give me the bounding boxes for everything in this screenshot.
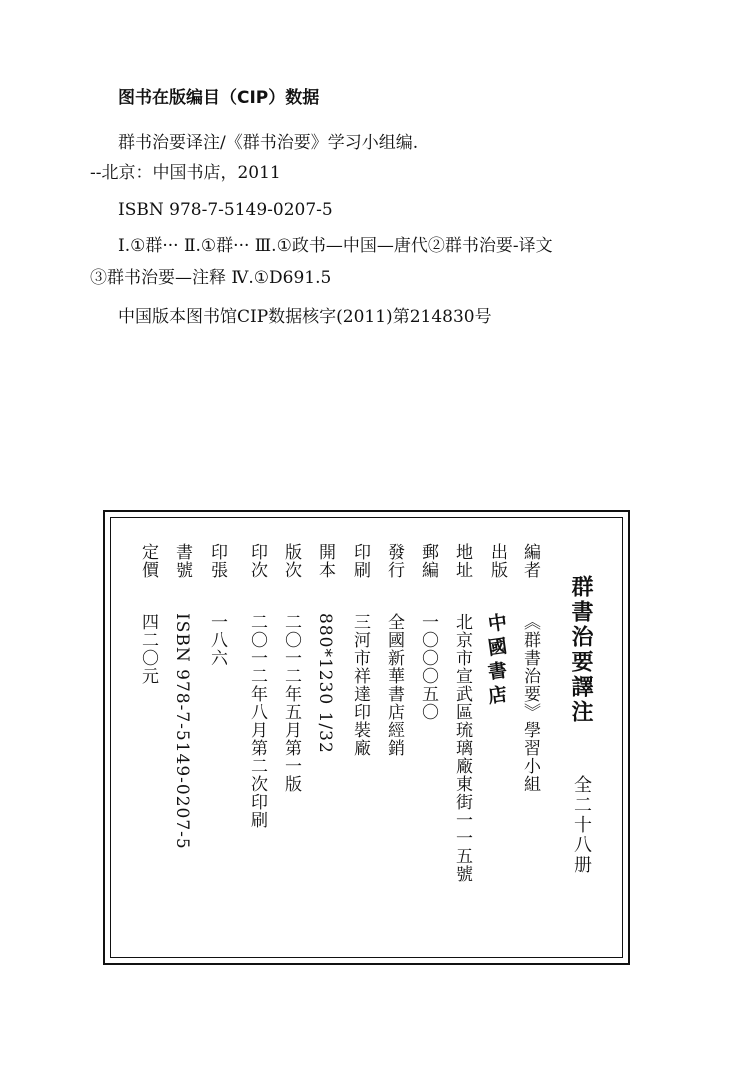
volume-count: 全二十八册 xyxy=(571,775,592,875)
postcode-value: 一〇〇〇五〇 xyxy=(418,613,438,721)
cip-line-subjects: Ⅰ.①群··· Ⅱ.①群··· Ⅲ.①政书—中国—唐代②群书治要-译文 xyxy=(118,236,553,256)
price-column xyxy=(138,543,158,685)
isbn-column xyxy=(172,543,192,850)
address-value: 北京市宣武區琉璃廠東街一一五號 xyxy=(452,613,472,883)
cip-line-isbn: ISBN 978-7-5149-0207-5 xyxy=(118,200,333,220)
printing-value: 三河市祥達印裝廠 xyxy=(350,613,370,757)
sheets-label: 印張 xyxy=(207,543,227,579)
isbn-value: ISBN 978-7-5149-0207-5 xyxy=(172,613,192,850)
edition-column xyxy=(281,543,301,793)
distribution-column xyxy=(384,543,404,757)
cip-line-record-number: 中国版本图书馆CIP数据核字(2011)第214830号 xyxy=(118,307,492,327)
price-value: 四二〇元 xyxy=(138,613,158,685)
address-label: 地址 xyxy=(452,543,472,579)
print-run-column xyxy=(247,543,267,829)
sheets-value: 一八六 xyxy=(207,613,227,667)
address-column xyxy=(452,543,472,883)
distribution-label: 發行 xyxy=(384,543,404,579)
edition-label: 版次 xyxy=(281,543,301,579)
publisher-column xyxy=(485,543,507,709)
editor-column xyxy=(520,543,540,793)
format-column xyxy=(315,543,335,754)
postcode-column xyxy=(418,543,438,721)
editor-label: 編者 xyxy=(520,543,540,579)
cip-block xyxy=(0,0,733,340)
format-value: 880*1230 1/32 xyxy=(315,613,335,754)
postcode-label: 郵編 xyxy=(418,543,438,579)
editor-value: 《群書治要》學習小組 xyxy=(520,613,540,793)
publisher-seal-logo: 中 國 書 店 xyxy=(483,611,509,707)
print-run-label: 印次 xyxy=(247,543,267,579)
edition-value: 二〇一二年五月第一版 xyxy=(281,613,301,793)
price-label: 定價 xyxy=(138,543,158,579)
cip-line-subjects-cont: ③群书治要—注释 Ⅳ.①D691.5 xyxy=(90,268,332,288)
print-run-value: 二〇一二年八月第二次印刷 xyxy=(247,613,267,829)
cip-line-publisher: --北京：中国书店，2011 xyxy=(90,163,281,183)
cip-line-title-author: 群书治要译注/《群书治要》学习小组编. xyxy=(118,133,419,153)
format-label: 開本 xyxy=(315,543,335,579)
printing-column xyxy=(350,543,370,757)
distribution-value: 全國新華書店經銷 xyxy=(384,613,404,757)
publisher-label: 出版 xyxy=(487,543,507,579)
book-title: 群書治要譯注 xyxy=(568,575,593,725)
cip-title: 图书在版编目（CIP）数据 xyxy=(118,88,320,108)
sheets-column xyxy=(207,543,227,667)
printing-label: 印刷 xyxy=(350,543,370,579)
isbn-label: 書號 xyxy=(172,543,192,579)
